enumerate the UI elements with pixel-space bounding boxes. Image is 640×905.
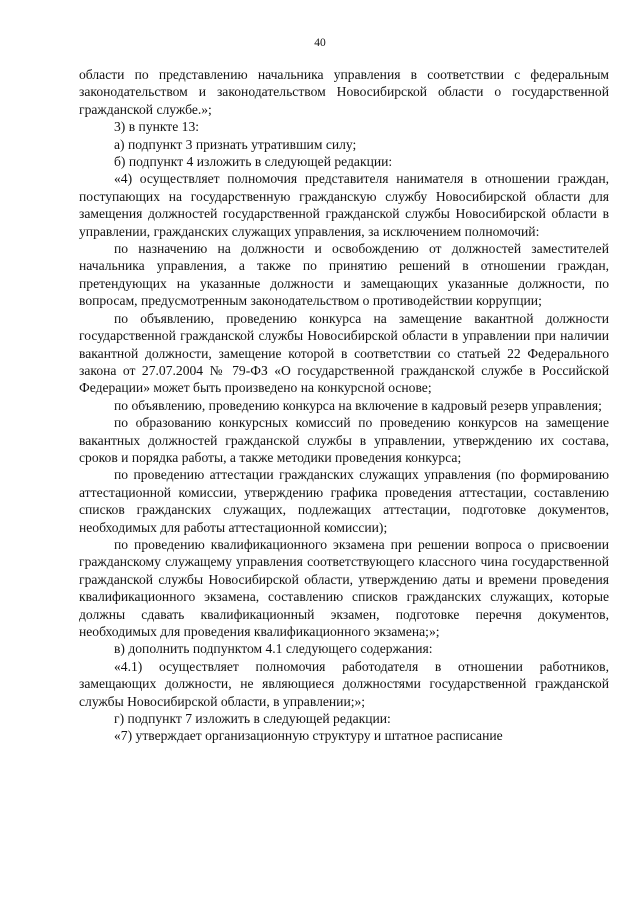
paragraph: по проведению аттестации гражданских служащих управления (по формированию аттестационной комиссии, утверждению графика проведения аттестации, составлению списков гражданских служащих, подлежащих аттестации, подготовке документов, необходимых для работы аттестационной комиссии); — [79, 467, 609, 535]
paragraph: 3) в пункте 13: — [114, 119, 200, 135]
paragraph: а) подпункт 3 признать утратившим силу; — [114, 136, 357, 152]
paragraph: по объявлению, проведению конкурса на замещение вакантной должности государственной гражданской службы Новосибирской области в управлении при наличии вакантной должности, замещение которой в соответствии со статьей 22 Федерального закона от 27.07.2004 № 79-ФЗ «О государственной гражданской службе в Российской Федерации» может быть произведено на конкурсной основе; — [79, 310, 609, 396]
paragraph: «4.1) осуществляет полномочия работодателя в отношении работников, замещающих должности, не являющиеся должностями государственной гражданской службы Новосибирской области, в управлении;»; — [79, 658, 609, 709]
paragraph: по образованию конкурсных комиссий по проведению конкурсов на замещение вакантных должностей гражданской службы в управлении, утверждению их состава, сроков и порядка работы, а также методики проведения конкурса; — [79, 415, 609, 465]
page-number: 40 — [314, 37, 326, 49]
paragraph: г) подпункт 7 изложить в следующей редакции: — [114, 711, 391, 727]
paragraph: «7) утверждает организационную структуру и штатное расписание — [114, 728, 503, 744]
document-body — [79, 66, 609, 745]
paragraph: по назначению на должности и освобождению от должностей заместителей начальника управления, а также по принятию решений в отношении граждан, претендующих на указанные должности и замещающих указанные должности, по вопросам, предусмотренным законодательством о противодействии коррупции; — [79, 241, 609, 309]
paragraph: б) подпункт 4 изложить в следующей редакции: — [114, 154, 393, 170]
paragraph: по проведению квалификационного экзамена при решении вопроса о присвоении гражданскому служащему управления соответствующего классного чина государственной гражданской службы Новосибирской области, утверждению даты и времени проведения квалификационного экзамена, составлению списков гражданских служащих, которые должны сдавать квалификационный экзамен, подготовке перечня документов, необходимых для проведения квалификационного экзамена;»; — [79, 536, 609, 639]
paragraph: в) дополнить подпунктом 4.1 следующего содержания: — [114, 641, 433, 657]
paragraph: «4) осуществляет полномочия представителя нанимателя в отношении граждан, поступающих на государственную гражданскую службу Новосибирской области для замещения должностей государственной гражданской службы Новосибирской области в управлении, гражданских служащих управления, за исключением полномочий: — [79, 171, 609, 239]
paragraph: по объявлению, проведению конкурса на включение в кадровый резерв управления; — [114, 397, 602, 413]
paragraph: области по представлению начальника управления в соответствии с федеральным законодательством и законодательством Новосибирской области о государственной гражданской службе.»; — [79, 67, 609, 117]
